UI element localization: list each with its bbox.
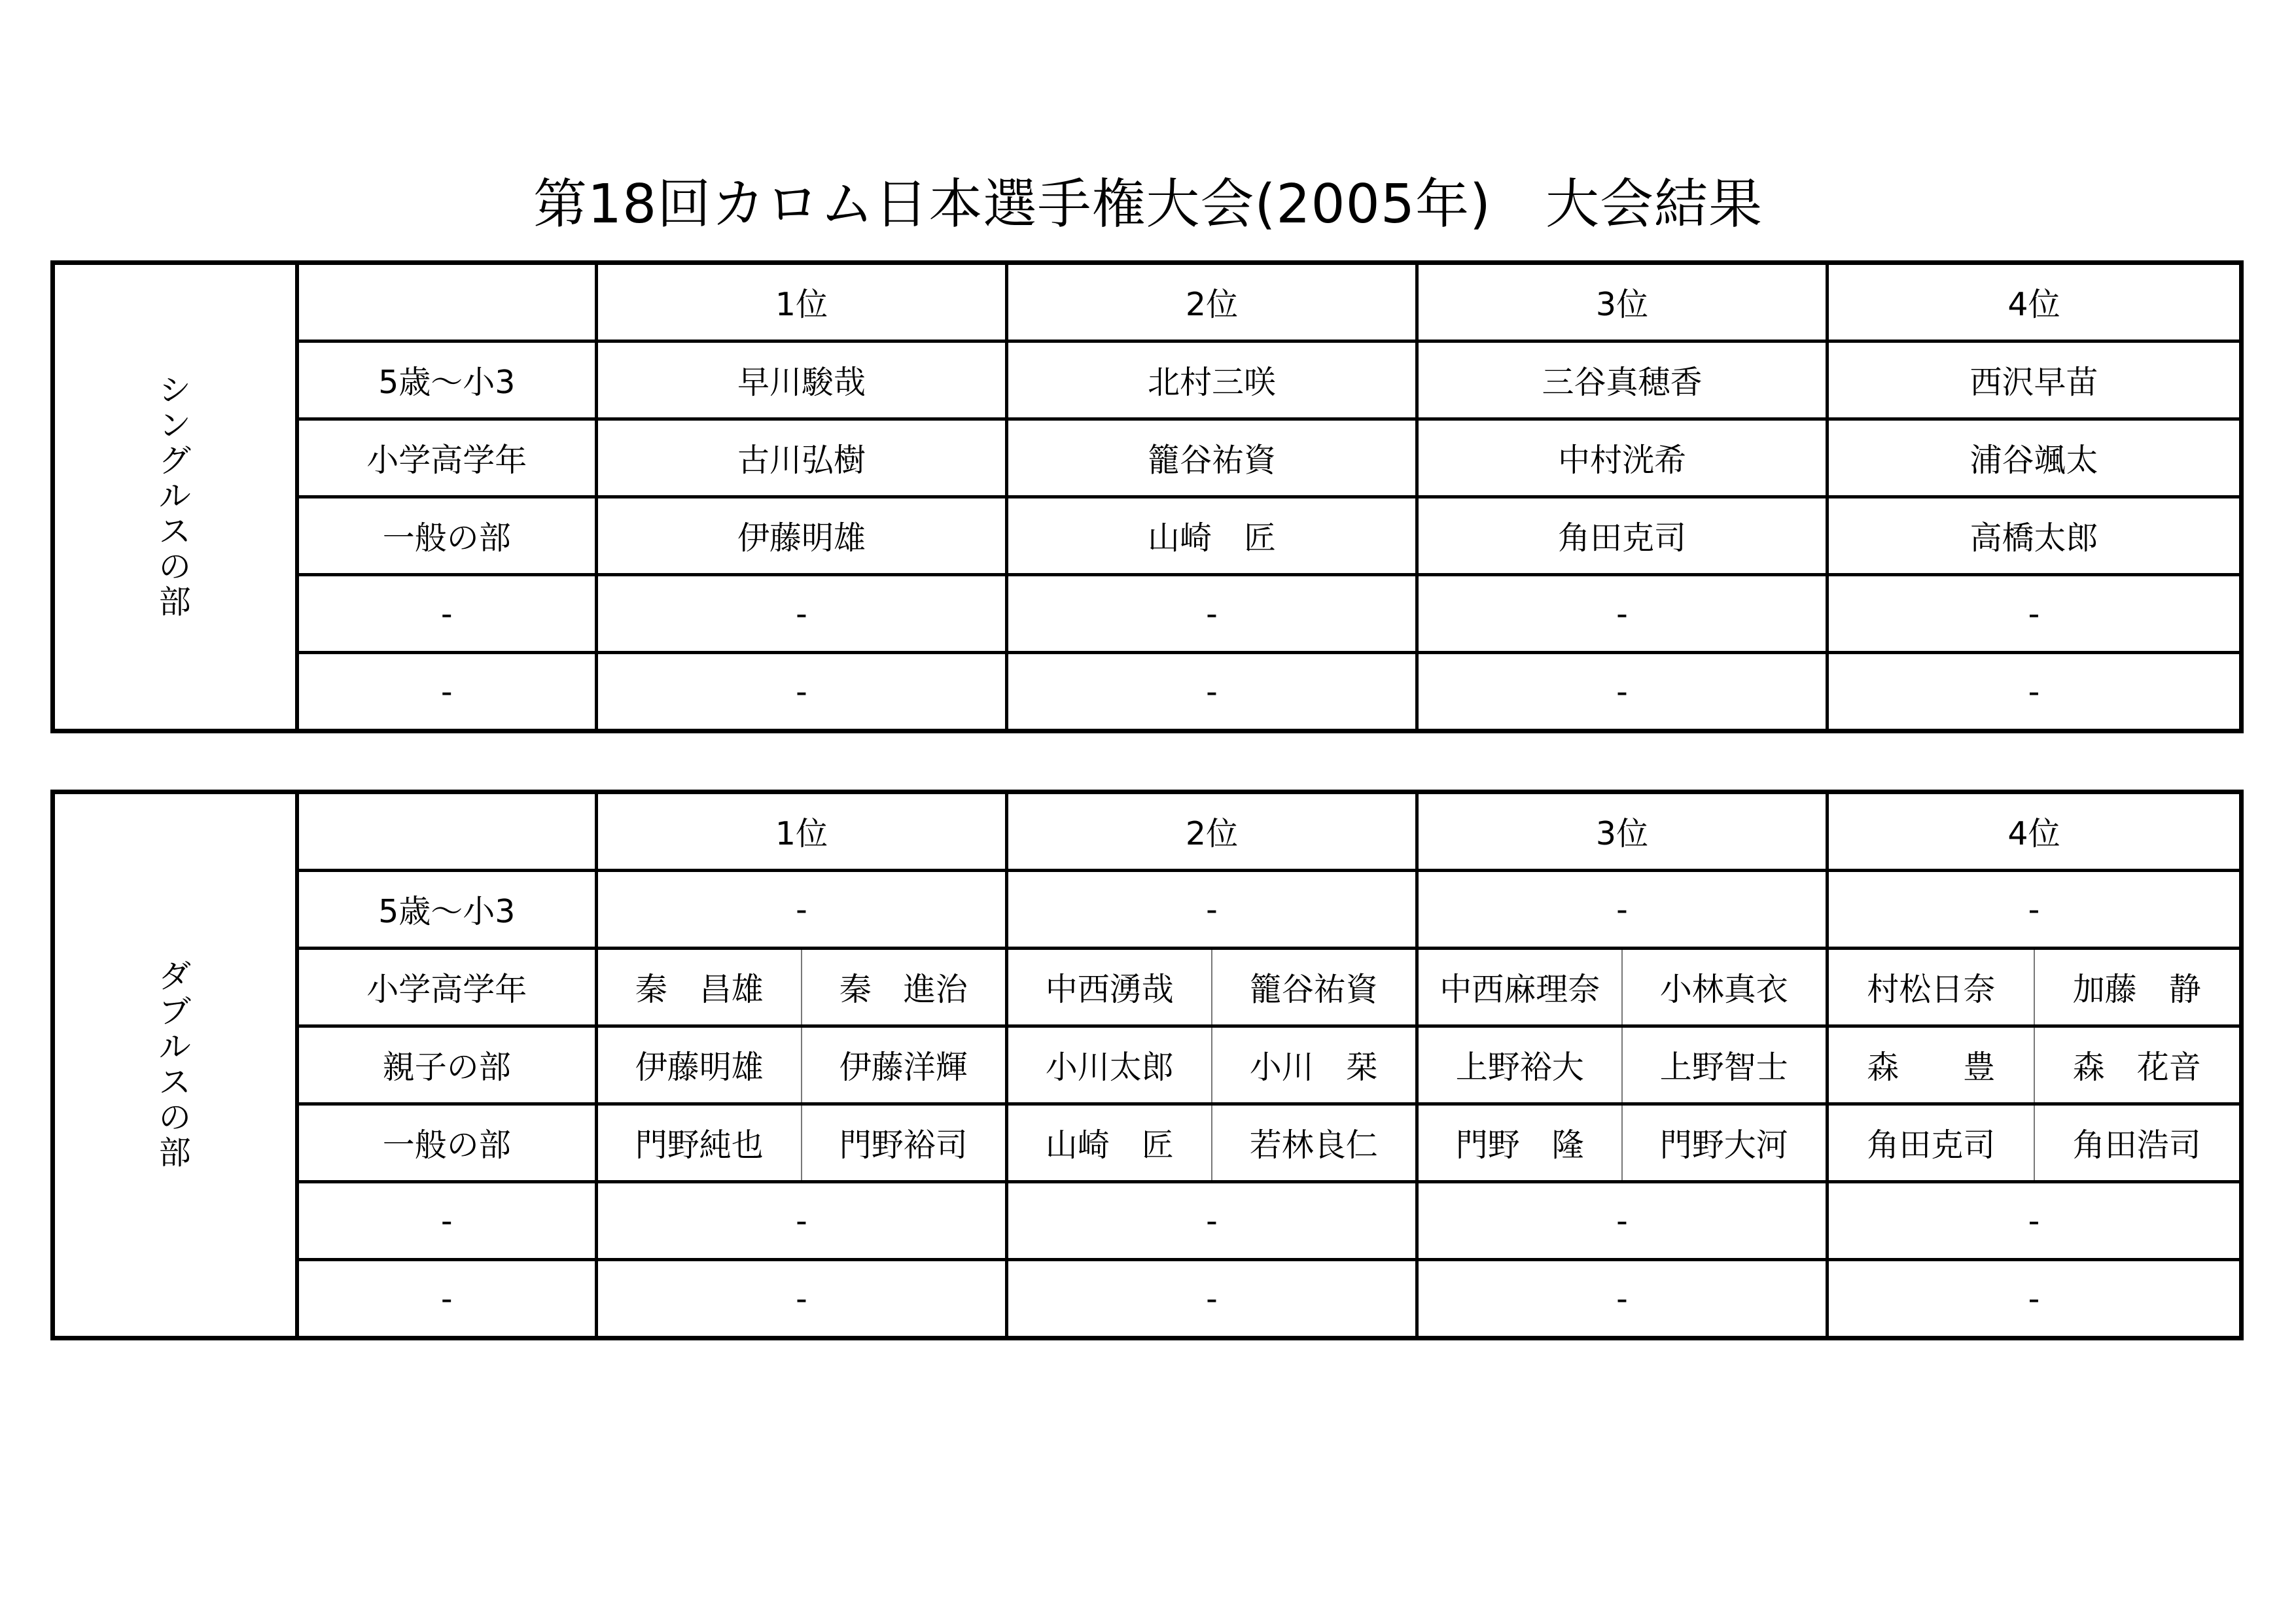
- table-row: [53, 653, 2242, 731]
- table-row: [53, 341, 2242, 419]
- header-category-cell: [297, 792, 597, 871]
- rank-1-player-b: 秦 進治: [802, 949, 1007, 1026]
- singles-results-table: [50, 260, 2244, 733]
- rank-3-player-a: 中西麻理奈: [1417, 949, 1622, 1026]
- header-rank-2: 2位: [1007, 263, 1417, 341]
- header-rank-4: 4位: [1828, 263, 2242, 341]
- doubles-section-label: [53, 792, 297, 1338]
- doubles-section-label-text: ダブルスの部: [158, 957, 191, 1172]
- rank-2-player-b: 若林良仁: [1212, 1104, 1417, 1182]
- rank-2-cell: -: [1007, 1182, 1417, 1260]
- table-row: [53, 419, 2242, 497]
- rank-3-player-b: 上野智士: [1622, 1026, 1828, 1104]
- rank-2-cell: 北村三咲: [1007, 341, 1417, 419]
- rank-4-player-b: 角田浩司: [2034, 1104, 2242, 1182]
- rank-1-cell: 早川駿哉: [597, 341, 1007, 419]
- rank-3-player-b: 門野大河: [1622, 1104, 1828, 1182]
- rank-4-player-b: 加藤 静: [2034, 949, 2242, 1026]
- rank-4-player-a: 森 豊: [1828, 1026, 2034, 1104]
- rank-3-cell: -: [1417, 575, 1828, 653]
- rank-1-cell: 伊藤明雄: [597, 497, 1007, 575]
- table-row: [53, 949, 2242, 1026]
- table-row: [53, 1260, 2242, 1338]
- category-cell: 親子の部: [297, 1026, 597, 1104]
- rank-1-cell: -: [597, 1182, 1007, 1260]
- rank-3-cell: 角田克司: [1417, 497, 1828, 575]
- rank-2-cell: 山崎 匠: [1007, 497, 1417, 575]
- category-cell: -: [297, 575, 597, 653]
- rank-4-cell: -: [1828, 1182, 2242, 1260]
- rank-3-player-a: 上野裕大: [1417, 1026, 1622, 1104]
- rank-2-cell: 籠谷祐資: [1007, 419, 1417, 497]
- category-cell: -: [297, 1182, 597, 1260]
- category-cell: 小学高学年: [297, 419, 597, 497]
- rank-2-player-a: 中西湧哉: [1007, 949, 1212, 1026]
- rank-4-cell: -: [1828, 653, 2242, 731]
- rank-4-player-b: 森 花音: [2034, 1026, 2242, 1104]
- rank-3-cell: 中村洸希: [1417, 419, 1828, 497]
- singles-header-row: [53, 263, 2242, 341]
- rank-3-cell: 三谷真穂香: [1417, 341, 1828, 419]
- table-row: [53, 497, 2242, 575]
- singles-section-label: [53, 263, 297, 731]
- rank-2-cell: -: [1007, 653, 1417, 731]
- page-title: 第18回カロム日本選手権大会(2005年) 大会結果: [533, 173, 1763, 236]
- rank-4-cell: 西沢早苗: [1828, 341, 2242, 419]
- table-row: [53, 575, 2242, 653]
- rank-4-cell: -: [1828, 1260, 2242, 1338]
- header-rank-3: 3位: [1417, 263, 1828, 341]
- rank-4-cell: -: [1828, 575, 2242, 653]
- rank-3-cell: -: [1417, 1182, 1828, 1260]
- rank-3-player-b: 小林真衣: [1622, 949, 1828, 1026]
- category-cell: 一般の部: [297, 497, 597, 575]
- category-cell: 5歳～小3: [297, 871, 597, 949]
- doubles-results-table: [50, 790, 2244, 1340]
- rank-1-cell: -: [597, 1260, 1007, 1338]
- category-cell: -: [297, 653, 597, 731]
- rank-4-cell: 浦谷颯太: [1828, 419, 2242, 497]
- rank-4-player-a: 角田克司: [1828, 1104, 2034, 1182]
- rank-4-player-a: 村松日奈: [1828, 949, 2034, 1026]
- rank-1-player-a: 秦 昌雄: [597, 949, 802, 1026]
- category-cell: -: [297, 1260, 597, 1338]
- rank-3-cell: -: [1417, 1260, 1828, 1338]
- rank-1-cell: -: [597, 575, 1007, 653]
- rank-2-player-a: 山崎 匠: [1007, 1104, 1212, 1182]
- rank-3-cell: -: [1417, 653, 1828, 731]
- table-row: [53, 871, 2242, 949]
- rank-2-player-a: 小川太郎: [1007, 1026, 1212, 1104]
- rank-2-cell: -: [1007, 575, 1417, 653]
- rank-2-player-b: 籠谷祐資: [1212, 949, 1417, 1026]
- rank-3-cell: -: [1417, 871, 1828, 949]
- header-rank-2: 2位: [1007, 792, 1417, 871]
- table-row: [53, 1104, 2242, 1182]
- rank-3-player-a: 門野 隆: [1417, 1104, 1622, 1182]
- rank-2-cell: -: [1007, 871, 1417, 949]
- table-row: [53, 1182, 2242, 1260]
- category-cell: 小学高学年: [297, 949, 597, 1026]
- header-category-cell: [297, 263, 597, 341]
- header-rank-1: 1位: [597, 263, 1007, 341]
- table-row: [53, 1026, 2242, 1104]
- rank-1-cell: -: [597, 653, 1007, 731]
- rank-1-cell: -: [597, 871, 1007, 949]
- header-rank-3: 3位: [1417, 792, 1828, 871]
- doubles-header-row: [53, 792, 2242, 871]
- rank-1-player-a: 門野純也: [597, 1104, 802, 1182]
- rank-2-player-b: 小川 栞: [1212, 1026, 1417, 1104]
- rank-4-cell: -: [1828, 871, 2242, 949]
- rank-4-cell: 高橋太郎: [1828, 497, 2242, 575]
- rank-1-player-a: 伊藤明雄: [597, 1026, 802, 1104]
- category-cell: 一般の部: [297, 1104, 597, 1182]
- rank-1-cell: 古川弘樹: [597, 419, 1007, 497]
- rank-2-cell: -: [1007, 1260, 1417, 1338]
- rank-1-player-b: 門野裕司: [802, 1104, 1007, 1182]
- category-cell: 5歳～小3: [297, 341, 597, 419]
- rank-1-player-b: 伊藤洋輝: [802, 1026, 1007, 1104]
- header-rank-1: 1位: [597, 792, 1007, 871]
- singles-section-label-text: シングルスの部: [158, 372, 191, 621]
- header-rank-4: 4位: [1828, 792, 2242, 871]
